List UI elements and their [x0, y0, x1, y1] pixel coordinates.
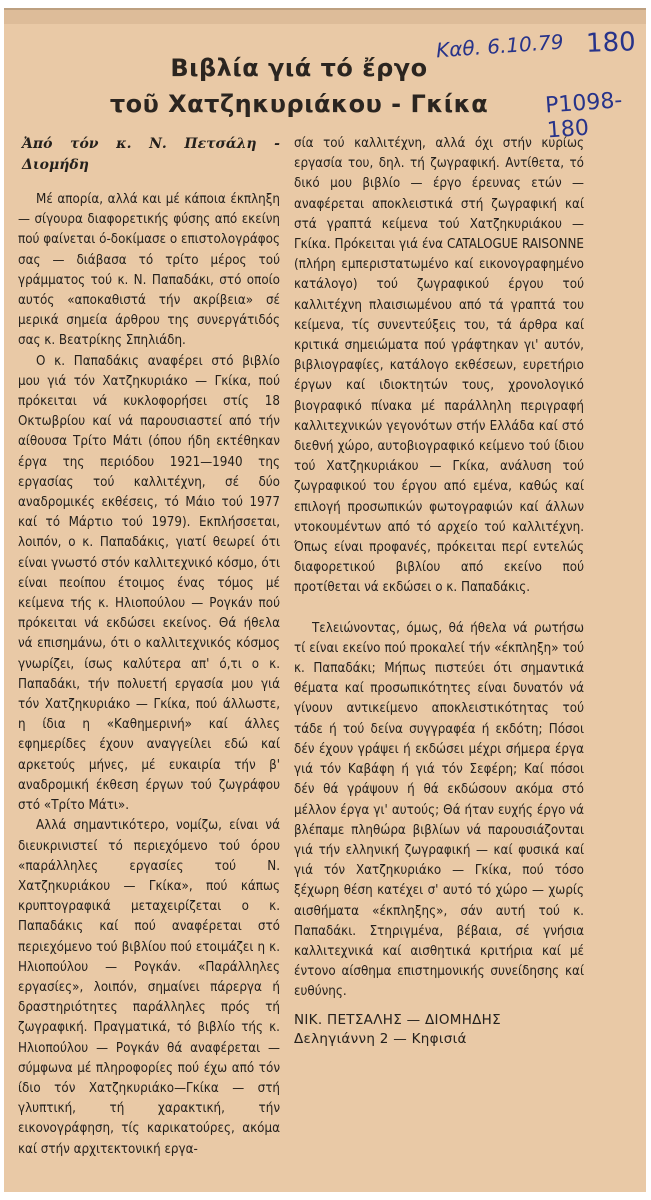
paragraph: Μέ απορία, αλλά και μέ κάποια έκπληξη — σίγουρα διαφορετικής φύσης από εκείνη πού φαίνεται ό-δοκίμασε ο επιστολογράφος σας — διάβασα τό τρίτο μέρος τού γράμματος τού κ. Ν. Παπαδάκι, στό οποίο αυτός «αποκαθιστά τήν ακρίβεια» σέ μερικά σημεία άρθρου της συνεργάτιδός σας κ. Βεατρίκης Σπηλιάδη.: [18, 192, 280, 349]
paragraph: Τελειώνοντας, όμως, θά ήθελα νά ρωτήσω τί είναι εκείνο πού προκαλεί τήν «έκπληξη» τού κ. Παπαδάκι; Μήπως πιστεύει ότι σημαντικά θέματα καί προσωπικότητες είναι δυνατόν νά γίνουν αντικείμενο αποκλειστικότητας τού τάδε ή τού δείνα συγγραφέα ή εκδότη; Πόσοι δέν έχουν γράψει ή εκδώσει μέχρι σήμερα έργα γιά τόν Καβάφη ή γιά τόν Σεφέρη; Καί πόσοι δέν θά γράψουν ή θά εκδώσουν ακόμα στό μέλλον έργα γι' αυτούς; Θά ήταν ευχής έργο νά βλέπαμε πληθώρα βιβλίων νά παρουσιάζονται γιά τήν ελληνική ζωγραφική — καί φυσικά καί γιά τόν Χατζηκυριάκο — Γκίκα, πού τόσο ξέχωρη θέση κατέχει σ' αυτό τό χώρο — χωρίς αισθήματα «έκπληξης», σάν αυτή τού κ. Παπαδάκι. Στηριγμένα, βέβαια, σέ γνήσια καλλιτεχνικά καί αισθητικά κριτήρια καί μέ έντονο αίσθημα επιστημονικής συνείδησης καί ευθύνης.: [294, 620, 584, 1000]
signature: [294, 1011, 584, 1049]
paragraph: Αλλά σημαντικότερο, νομίζω, είναι νά διευκρινιστεί τό περιεχόμενο τού όρου «παράλληλες εργασίες τού Ν. Χατζηκυριάκου — Γκίκα», πού κάπως κρυπτογραφικά μεταχειρίζεται ο κ. Παπαδάκις καί πού αναφέρεται στό περιεχόμενο τού βιβλίου πού ετοιμάζει η κ. Ηλιοπούλου — Ρογκάν. «Παράλληλες εργασίες», λοιπόν, σημαίνει πάρεργα ή δραστηριότητες παράλληλες πρός τή ζωγραφική. Πραγματικά, τό βιβλίο τής κ. Ηλιοπούλου — Ρογκάν θά αναφέρεται — σύμφωνα μέ πληροφορίες πού έχω από τόν ίδιο τόν Χατζηκυριάκο—Γκίκα — στή γλυπτική, τή χαρακτική, τήν εικονογράφηση, τίς καρικατούρες, ακόμα καί στήν αρχιτεκτονική εργα-: [18, 818, 280, 1157]
byline: Ἀπό τόν κ. Ν. Πετσάλη - Διομήδη: [22, 136, 280, 173]
paragraph-gap: [294, 599, 584, 619]
title-line-1: Βιβλία γιά τό ἔργο: [170, 54, 428, 82]
newspaper-clipping: [4, 8, 646, 1192]
signature-name: ΝΙΚ. ΠΕΤΣΑΛΗΣ — ΔΙΟΜΗΔΗΣ: [294, 1011, 501, 1028]
handwritten-date-note: Καθ. 6.10.79: [435, 29, 565, 63]
article-column-left: [18, 134, 280, 1160]
paragraph: σία τού καλλιτέχνη, αλλά όχι στήν κυρίως εργασία του, δηλ. τή ζωγραφική. Αντίθετα, τό δικό μου βιβλίο — έργο έρευνας ετών — αναφέρεται αποκλειστικά στή ζωγραφική καί στά γραπτά κείμενα τού Χατζηκυριάκου — Γκίκα. Πρόκειται γιά ένα CATALOGUE RAISONNE (πλήρη εμπεριστατωμένο καί εικονογραφημένο κατάλογο) τού ζωγραφικού έργου τού καλλιτέχνη πλαισιωμένου από τά γραπτά του κείμενα, τίς συνεντεύξεις του, τά άρθρα καί κριτικά σημειώματα πού γράφτηκαν γι' αυτόν, βιβλιογραφίες, κατάλογο εκθέσεων, ευρετήριο έργων καί ιδιοκτητών τους, χρονολογικό βιογραφικό πίνακα μέ παράλληλη περιγραφή καλλιτεχνικών γεγονότων στήν Ελλάδα καί στό διεθνή χώρο, αυτοβιογραφικό κείμενο τού ίδιου τού Χατζηκυριάκου — Γκίκα, ανάλυση τού ζωγραφικού του έργου από εμένα, καθώς καί επιλογή προσωπικών φωτογραφιών καί άλλων ντοκουμέντων από τό αρχείο τού καλλιτέχνη. Όπως είναι προφανές, πρόκειται περί εντελώς διαφορετικού βιβλίου από εκείνο πού προτίθεται νά εκδώσει ο κ. Παπαδάκις.: [294, 136, 584, 596]
paragraph: Ο κ. Παπαδάκις αναφέρει στό βιβλίο μου γιά τόν Χατζηκυριάκο — Γκίκα, πού πρόκειται νά κυκλοφορήσει στίς 18 Οκτωβρίου καί νά παρουσιαστεί από τήν αίθουσα Τρίτο Μάτι (όπου ήδη εκτέθηκαν έργα της περιόδου 1921—1940 της εργασίας τού καλλιτέχνη, σέ δύο αναδρομικές εκθέσεις, τό Μάιο τού 1977 καί τό Μάρτιο τού 1979). Εκπλήσσεται, λοιπόν, ο κ. Παπαδάκις, γιατί θεωρεί ότι είναι γνωστό στόν καλλιτεχνικό κόσμο, ότι είναι πεοίπου έτοιμος ένας τόμος μέ κείμενα τής κ. Ηλιοπούλου — Ρογκάν πού πρόκειται νά εκδώσει εκείνος. Θά ήθελα νά επισημάνω, ότι ο καλλιτεχνικός κόσμος γνωρίζει, ίσως καλύτερα απ' ό,τι ο κ. Παπαδάκι, τήν πολυετή εργασία μου γιά τόν Χατζηκυριάκο — Γκίκα, πού άλλωστε, η ίδια η «Καθημερινή» καί άλλες εφημερίδες έχουν αναγγείλει εδώ καί αρκετούς μήνες, μέ ευκαιρία τήν β' αναδρομική έκθεση έργων τού ζωγράφου στό «Τρίτο Μάτι».: [18, 353, 280, 814]
handwritten-page-number: 180: [585, 27, 637, 59]
signature-address: Δεληγιάννη 2 — Κηφισιά: [294, 1030, 467, 1047]
handwritten-archive-code: Ρ1098-180: [544, 88, 624, 144]
title-line-2: τοῦ Χατζηκυριάκου - Γκίκα: [109, 90, 489, 118]
article-column-right: [294, 134, 584, 1049]
